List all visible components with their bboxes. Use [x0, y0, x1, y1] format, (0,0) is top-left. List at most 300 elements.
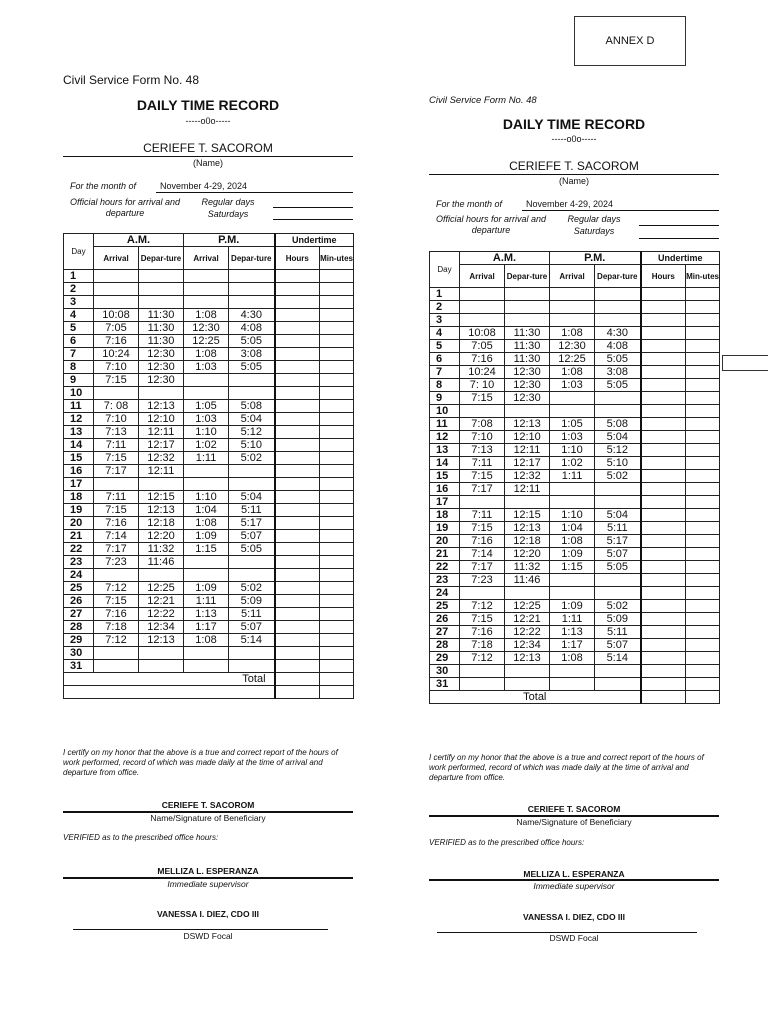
day-number: 10	[64, 387, 94, 400]
day-row	[64, 361, 354, 374]
form-number: Civil Service Form No. 48	[429, 95, 537, 106]
day-row	[430, 613, 720, 626]
day-row	[430, 288, 720, 301]
undertime-hours	[641, 652, 686, 665]
am-arrival: 7:10	[94, 361, 139, 374]
day-number: 6	[64, 335, 94, 348]
pm-arrival: 1:13	[550, 626, 595, 639]
form-title: DAILY TIME RECORD	[502, 116, 646, 132]
undertime-minutes	[686, 301, 720, 314]
am-arrival: 7:15	[94, 504, 139, 517]
undertime-hours	[641, 470, 686, 483]
day-row	[430, 444, 720, 457]
pm-departure: 5:05	[229, 335, 275, 348]
undertime-hours	[641, 418, 686, 431]
pm-arrival: 1:08	[550, 652, 595, 665]
focal-signature-line	[73, 929, 328, 930]
undertime-minutes	[320, 387, 354, 400]
day-number: 7	[64, 348, 94, 361]
undertime-hours	[641, 314, 686, 327]
pm-arrival: 1:09	[550, 548, 595, 561]
undertime-hours	[641, 444, 686, 457]
am-arrival	[94, 270, 139, 283]
total-minutes	[686, 691, 720, 704]
undertime-hours	[641, 561, 686, 574]
pm-departure: 5:11	[595, 626, 641, 639]
pm-arrival: 1:03	[184, 413, 229, 426]
am-departure: 12:11	[505, 444, 550, 457]
am-departure: 12:10	[505, 431, 550, 444]
pm-arrival-header: Arrival	[184, 247, 229, 270]
day-number: 20	[430, 535, 460, 548]
pm-departure: 5:09	[595, 613, 641, 626]
day-number: 24	[430, 587, 460, 600]
day-row	[64, 465, 354, 478]
undertime-hours	[641, 626, 686, 639]
day-number: 11	[64, 400, 94, 413]
am-arrival: 7:15	[94, 374, 139, 387]
blank-cell	[275, 686, 320, 699]
day-row	[430, 496, 720, 509]
day-number: 23	[64, 556, 94, 569]
am-arrival: 7:16	[94, 517, 139, 530]
day-row	[430, 340, 720, 353]
focal-caption: DSWD Focal	[183, 931, 233, 941]
pm-departure	[229, 660, 275, 673]
blank-cell	[320, 686, 354, 699]
am-departure: 11:30	[505, 353, 550, 366]
day-row	[64, 283, 354, 296]
undertime-minutes	[686, 444, 720, 457]
undertime-hours	[275, 439, 320, 452]
undertime-minutes	[686, 522, 720, 535]
undertime-hours	[275, 270, 320, 283]
am-arrival: 7:11	[94, 439, 139, 452]
day-row	[430, 470, 720, 483]
am-arrival: 7:17	[460, 483, 505, 496]
beneficiary-name: CERIEFE T. SACOROM	[527, 804, 621, 814]
pm-arrival: 1:03	[184, 361, 229, 374]
pm-arrival: 12:25	[184, 335, 229, 348]
pm-arrival: 1:17	[550, 639, 595, 652]
am-departure: 12:25	[139, 582, 184, 595]
day-row	[430, 327, 720, 340]
supervisor-caption: Immediate supervisor	[533, 881, 615, 891]
day-header: Day	[430, 252, 460, 288]
am-arrival	[460, 496, 505, 509]
day-row	[64, 478, 354, 491]
pm-arrival: 1:11	[184, 595, 229, 608]
pm-departure	[229, 569, 275, 582]
am-departure	[139, 478, 184, 491]
am-arrival	[94, 478, 139, 491]
pm-arrival	[184, 478, 229, 491]
pm-arrival: 1:02	[184, 439, 229, 452]
blank-row	[64, 686, 275, 699]
pm-departure	[595, 678, 641, 691]
pm-departure	[229, 647, 275, 660]
day-row	[64, 309, 354, 322]
undertime-hours	[275, 426, 320, 439]
undertime-hours	[641, 522, 686, 535]
am-departure	[505, 301, 550, 314]
am-arrival: 7:16	[94, 608, 139, 621]
am-departure: 12:21	[139, 595, 184, 608]
am-arrival: 7:05	[460, 340, 505, 353]
pm-arrival	[184, 556, 229, 569]
am-arrival	[460, 665, 505, 678]
undertime-minutes	[686, 405, 720, 418]
day-number: 30	[64, 647, 94, 660]
saturdays-blank	[639, 238, 719, 239]
day-number: 8	[64, 361, 94, 374]
title-separator: -----o0o-----	[185, 116, 231, 126]
am-departure: 12:30	[505, 379, 550, 392]
undertime-minutes	[320, 491, 354, 504]
day-row	[430, 431, 720, 444]
day-row	[430, 353, 720, 366]
verified-text: VERIFIED as to the prescribed office hours:	[429, 838, 585, 847]
annex-label: ANNEX D	[574, 16, 686, 66]
pm-departure: 5:11	[229, 504, 275, 517]
am-arrival: 7:15	[460, 470, 505, 483]
day-number: 18	[430, 509, 460, 522]
day-number: 26	[430, 613, 460, 626]
am-arrival	[460, 288, 505, 301]
cut-mark-box	[722, 355, 768, 371]
day-row	[64, 543, 354, 556]
day-number: 27	[64, 608, 94, 621]
day-number: 14	[430, 457, 460, 470]
undertime-minutes	[686, 626, 720, 639]
am-arrival: 10:08	[460, 327, 505, 340]
pm-arrival: 1:02	[550, 457, 595, 470]
undertime-minutes	[320, 426, 354, 439]
undertime-minutes	[320, 361, 354, 374]
undertime-minutes	[686, 314, 720, 327]
undertime-hours	[275, 504, 320, 517]
am-arrival: 7:14	[94, 530, 139, 543]
undertime-minutes	[686, 340, 720, 353]
pm-departure	[595, 405, 641, 418]
beneficiary-caption: Name/Signature of Beneficiary	[150, 813, 266, 823]
regular-days-blank	[639, 225, 719, 226]
time-record-rows	[64, 270, 354, 673]
official-hours-label: Official hours for arrival and departure	[435, 214, 547, 235]
pm-departure	[595, 483, 641, 496]
day-row	[430, 652, 720, 665]
supervisor-name: MELLIZA L. ESPERANZA	[523, 869, 625, 879]
pm-arrival	[550, 496, 595, 509]
am-departure: 12:18	[505, 535, 550, 548]
day-number: 29	[430, 652, 460, 665]
day-row	[430, 314, 720, 327]
day-row	[64, 556, 354, 569]
pm-header: P.M.	[550, 252, 641, 265]
undertime-hours	[641, 509, 686, 522]
am-header: A.M.	[460, 252, 550, 265]
undertime-header: Undertime	[275, 234, 354, 247]
undertime-minutes	[320, 582, 354, 595]
supervisor-name: MELLIZA L. ESPERANZA	[157, 866, 259, 876]
undertime-hours	[641, 405, 686, 418]
day-number: 13	[430, 444, 460, 457]
day-number: 16	[64, 465, 94, 478]
pm-departure	[229, 478, 275, 491]
day-row	[64, 569, 354, 582]
month-label: For the month of	[70, 181, 137, 191]
undertime-hours	[275, 348, 320, 361]
undertime-minutes	[686, 678, 720, 691]
day-header: Day	[64, 234, 94, 270]
am-arrival	[460, 314, 505, 327]
am-arrival	[94, 283, 139, 296]
pm-arrival	[184, 569, 229, 582]
am-departure	[139, 283, 184, 296]
day-row	[430, 678, 720, 691]
am-arrival: 7: 08	[94, 400, 139, 413]
pm-arrival	[550, 314, 595, 327]
day-number: 24	[64, 569, 94, 582]
certification-text: I certify on my honor that the above is a true and correct report of the hours of work performed, record of which was made daily at the time of arrival and departure from office.	[63, 748, 338, 777]
day-row	[64, 595, 354, 608]
day-row	[430, 548, 720, 561]
day-number: 5	[64, 322, 94, 335]
am-departure: 12:17	[139, 439, 184, 452]
pm-arrival: 1:09	[184, 582, 229, 595]
day-row	[430, 639, 720, 652]
pm-departure: 5:04	[229, 491, 275, 504]
undertime-hours	[641, 288, 686, 301]
am-departure	[505, 587, 550, 600]
undertime-minutes	[320, 439, 354, 452]
am-departure: 12:10	[139, 413, 184, 426]
day-number: 21	[64, 530, 94, 543]
undertime-hours	[641, 379, 686, 392]
am-departure: 11:46	[139, 556, 184, 569]
am-arrival	[94, 569, 139, 582]
undertime-hours	[641, 392, 686, 405]
am-arrival: 7:11	[460, 509, 505, 522]
saturdays-label: Saturdays	[573, 226, 615, 236]
undertime-minutes	[320, 517, 354, 530]
day-row	[64, 439, 354, 452]
day-number: 6	[430, 353, 460, 366]
undertime-minutes	[686, 652, 720, 665]
undertime-minutes	[686, 483, 720, 496]
day-row	[64, 517, 354, 530]
total-label: Total	[64, 673, 275, 686]
pm-departure: 5:04	[595, 509, 641, 522]
am-departure	[139, 647, 184, 660]
pm-arrival: 1:10	[550, 509, 595, 522]
day-number: 19	[64, 504, 94, 517]
pm-arrival: 1:15	[550, 561, 595, 574]
pm-departure: 5:05	[229, 361, 275, 374]
undertime-minutes	[320, 283, 354, 296]
pm-departure	[229, 556, 275, 569]
pm-departure: 5:02	[595, 600, 641, 613]
am-departure: 11:46	[505, 574, 550, 587]
am-departure: 12:13	[505, 418, 550, 431]
pm-arrival: 1:11	[550, 470, 595, 483]
undertime-hours	[275, 400, 320, 413]
undertime-minutes	[320, 309, 354, 322]
day-row	[64, 270, 354, 283]
pm-departure: 5:12	[595, 444, 641, 457]
pm-arrival: 12:30	[184, 322, 229, 335]
day-row	[64, 608, 354, 621]
pm-departure	[595, 574, 641, 587]
undertime-minutes	[320, 322, 354, 335]
pm-arrival	[550, 405, 595, 418]
day-row	[430, 574, 720, 587]
am-departure: 12:13	[139, 634, 184, 647]
day-row	[64, 348, 354, 361]
undertime-minutes	[686, 600, 720, 613]
undertime-hours	[641, 574, 686, 587]
pm-arrival: 1:03	[550, 379, 595, 392]
undertime-minutes	[320, 608, 354, 621]
total-minutes	[320, 673, 354, 686]
day-number: 20	[64, 517, 94, 530]
day-row	[430, 418, 720, 431]
day-row	[430, 392, 720, 405]
am-departure: 12:22	[505, 626, 550, 639]
day-number: 28	[430, 639, 460, 652]
employee-name: CERIEFE T. SACOROM	[63, 141, 353, 157]
undertime-hours	[275, 595, 320, 608]
am-departure: 11:30	[139, 335, 184, 348]
saturdays-label: Saturdays	[207, 209, 249, 219]
pm-arrival: 1:08	[184, 634, 229, 647]
am-arrival	[94, 647, 139, 660]
am-arrival: 7: 10	[460, 379, 505, 392]
pm-arrival	[550, 392, 595, 405]
undertime-hours	[275, 465, 320, 478]
am-departure	[139, 387, 184, 400]
am-arrival: 7:10	[460, 431, 505, 444]
pm-departure: 5:08	[229, 400, 275, 413]
am-departure-header: Depar-ture	[505, 265, 550, 288]
day-row	[64, 491, 354, 504]
day-row	[430, 301, 720, 314]
am-arrival	[460, 301, 505, 314]
day-row	[430, 587, 720, 600]
pm-departure: 4:30	[595, 327, 641, 340]
undertime-hours	[641, 353, 686, 366]
undertime-minutes	[686, 574, 720, 587]
focal-name: VANESSA I. DIEZ, CDO III	[156, 909, 259, 919]
undertime-minutes	[320, 465, 354, 478]
regular-days-label: Regular days	[201, 197, 255, 207]
am-arrival: 7:17	[94, 543, 139, 556]
am-departure: 12:17	[505, 457, 550, 470]
pm-arrival: 1:04	[550, 522, 595, 535]
pm-departure	[229, 283, 275, 296]
day-number: 9	[64, 374, 94, 387]
day-row	[430, 405, 720, 418]
day-row	[64, 634, 354, 647]
pm-departure: 5:17	[595, 535, 641, 548]
am-arrival: 7:13	[460, 444, 505, 457]
pm-departure: 5:02	[595, 470, 641, 483]
saturdays-blank	[273, 219, 353, 220]
pm-arrival: 1:10	[184, 491, 229, 504]
undertime-hours	[275, 361, 320, 374]
am-arrival: 7:23	[460, 574, 505, 587]
undertime-hours	[641, 366, 686, 379]
am-departure: 12:13	[505, 522, 550, 535]
day-number: 25	[430, 600, 460, 613]
pm-arrival: 1:04	[184, 504, 229, 517]
am-departure: 12:22	[139, 608, 184, 621]
undertime-hours	[641, 301, 686, 314]
pm-arrival	[184, 465, 229, 478]
day-row	[430, 509, 720, 522]
day-row	[430, 366, 720, 379]
undertime-hours	[641, 457, 686, 470]
day-number: 27	[430, 626, 460, 639]
undertime-minutes	[686, 561, 720, 574]
pm-departure	[595, 496, 641, 509]
am-departure: 12:20	[139, 530, 184, 543]
pm-arrival: 12:25	[550, 353, 595, 366]
am-departure	[505, 314, 550, 327]
am-departure: 11:32	[505, 561, 550, 574]
pm-arrival: 1:08	[550, 327, 595, 340]
pm-departure: 5:05	[229, 543, 275, 556]
am-departure	[139, 270, 184, 283]
day-number: 3	[430, 314, 460, 327]
am-departure: 11:30	[505, 327, 550, 340]
undertime-minutes	[686, 392, 720, 405]
pm-arrival: 1:08	[184, 348, 229, 361]
undertime-hours	[275, 543, 320, 556]
undertime-hours	[275, 556, 320, 569]
name-caption: (Name)	[192, 158, 223, 168]
am-arrival: 10:24	[94, 348, 139, 361]
undertime-hours	[641, 496, 686, 509]
pm-departure-header: Depar-ture	[229, 247, 275, 270]
undertime-minutes	[686, 327, 720, 340]
am-arrival: 7:12	[94, 582, 139, 595]
am-departure: 11:30	[139, 309, 184, 322]
pm-arrival: 1:08	[184, 309, 229, 322]
official-hours-label: Official hours for arrival and departure	[69, 197, 181, 218]
minutes-header: Min-utes	[686, 265, 720, 288]
pm-departure: 5:08	[595, 418, 641, 431]
am-arrival: 7:15	[460, 613, 505, 626]
pm-arrival	[184, 387, 229, 400]
total-hours	[641, 691, 686, 704]
pm-departure: 5:17	[229, 517, 275, 530]
day-number: 19	[430, 522, 460, 535]
undertime-minutes	[686, 470, 720, 483]
undertime-hours	[275, 413, 320, 426]
verified-text: VERIFIED as to the prescribed office hours:	[63, 833, 219, 842]
day-number: 22	[64, 543, 94, 556]
pm-arrival	[550, 483, 595, 496]
am-arrival: 7:15	[460, 392, 505, 405]
am-arrival: 7:11	[94, 491, 139, 504]
undertime-hours	[641, 613, 686, 626]
undertime-hours	[275, 634, 320, 647]
day-number: 13	[64, 426, 94, 439]
month-label: For the month of	[436, 199, 503, 209]
pm-departure: 5:07	[595, 548, 641, 561]
am-departure: 11:30	[139, 322, 184, 335]
